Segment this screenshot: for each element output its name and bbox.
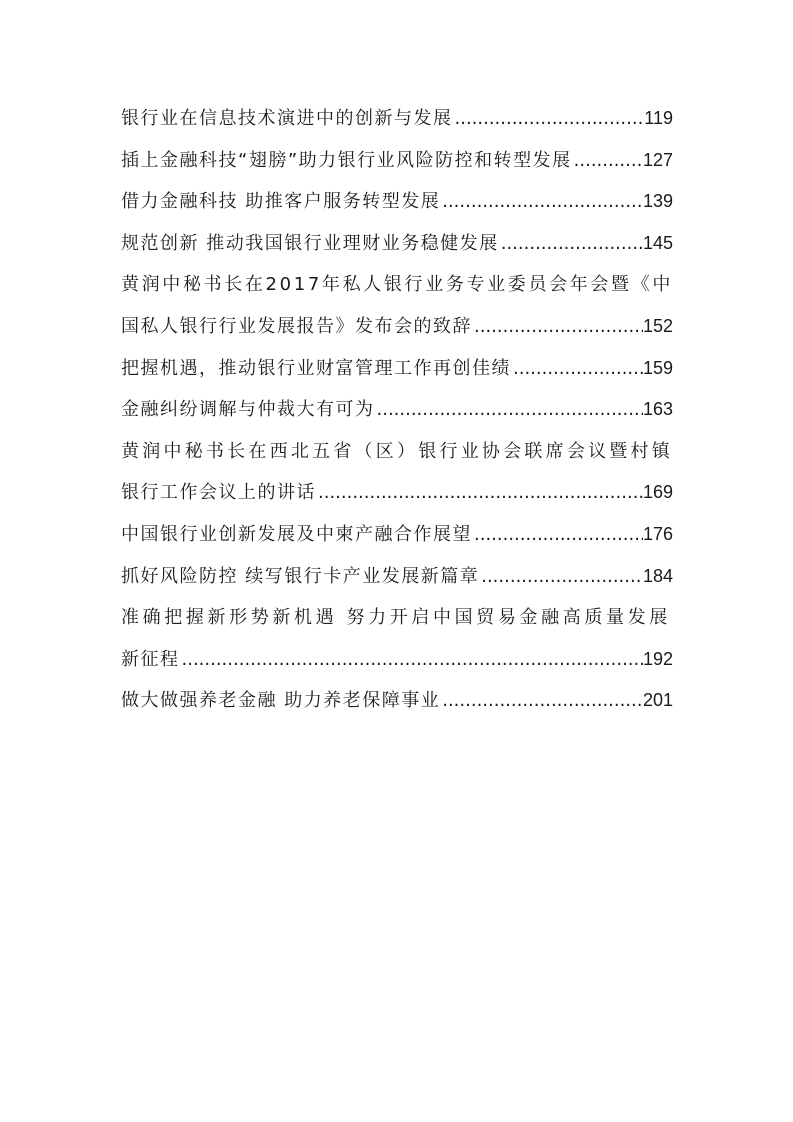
toc-page-number: 169	[642, 482, 673, 503]
toc-page-number: 192	[642, 648, 673, 669]
toc-entry-line	[121, 98, 673, 140]
toc-entry-title: 金融纠纷调解与仲裁大有可为	[121, 399, 375, 421]
toc-entry[interactable]	[121, 98, 673, 140]
dot-leader	[180, 639, 643, 681]
toc-page-number: 127	[642, 149, 673, 170]
toc-entry-title: 规范创新 推动我国银行业理财业务稳健发展	[121, 232, 499, 254]
toc-entry-title: 做大做强养老金融 助力养老保障事业	[121, 690, 441, 712]
toc-entry-line	[121, 639, 673, 681]
toc-entry-title: 银行业在信息技术演进中的创新与发展	[121, 108, 453, 129]
toc-entry-title: 中国银行业创新发展及中柬产融合作展望	[121, 523, 472, 545]
toc-entry-line	[121, 472, 673, 514]
toc-entry-line	[121, 514, 673, 556]
toc-entry[interactable]	[121, 556, 673, 598]
toc-entry-title: 把握机遇，推动银行业财富管理工作再创佳绩	[121, 357, 511, 379]
toc-entry-title: 准确把握新形势新机遇 努力开启中国贸易金融高质量发展	[121, 607, 671, 629]
toc-page-number: 119	[644, 108, 673, 128]
dot-leader	[453, 98, 645, 140]
toc-entry-title: 黄润中秘书长在2017年私人银行业务专业委员会年会暨《中	[121, 274, 673, 296]
dot-leader	[472, 514, 643, 556]
dot-leader	[479, 556, 643, 598]
dot-leader	[316, 472, 643, 514]
toc-entry-title: 国私人银行行业发展报告》发布会的致辞	[121, 315, 472, 337]
toc-entry-line	[121, 680, 673, 722]
toc-entry[interactable]	[121, 181, 673, 223]
toc-entry-line	[121, 306, 673, 348]
toc-entry[interactable]	[121, 264, 673, 347]
toc-entry-line	[121, 348, 673, 390]
toc-entry-title: 新征程	[121, 648, 180, 670]
dot-leader	[572, 140, 643, 182]
toc-entry-line	[121, 181, 673, 223]
dot-leader	[440, 680, 643, 722]
dot-leader	[440, 181, 643, 223]
toc-entry[interactable]	[121, 348, 673, 390]
toc-page-number: 176	[642, 523, 673, 544]
toc-entry-title: 银行工作会议上的讲话	[121, 482, 316, 504]
toc-entry-line	[121, 431, 673, 473]
toc-entry[interactable]	[121, 140, 673, 182]
dot-leader	[511, 348, 643, 390]
toc-entry-title: 黄润中秘书长在西北五省（区）银行业协会联席会议暨村镇	[121, 440, 673, 462]
toc-entry-line	[121, 389, 673, 431]
toc-page-number: 152	[642, 315, 673, 336]
toc-entry-line	[121, 140, 673, 182]
toc-page-number: 184	[642, 565, 673, 586]
toc-entry[interactable]	[121, 431, 673, 514]
toc-entry-line	[121, 597, 673, 639]
toc-entry[interactable]	[121, 389, 673, 431]
toc-entry[interactable]	[121, 223, 673, 265]
toc-page-number: 139	[642, 191, 673, 212]
table-of-contents	[121, 98, 673, 722]
dot-leader	[472, 306, 643, 348]
toc-entry-title: 抓好风险防控 续写银行卡产业发展新篇章	[121, 565, 480, 587]
toc-entry-title: 借力金融科技 助推客户服务转型发展	[121, 191, 441, 213]
toc-page-number: 163	[642, 399, 673, 420]
dot-leader	[499, 223, 643, 265]
toc-entry-line	[121, 556, 673, 598]
toc-entry[interactable]	[121, 680, 673, 722]
toc-page-number: 145	[642, 232, 673, 253]
toc-entry-title: 插上金融科技“翅膀”助力银行业风险防控和转型发展	[121, 149, 572, 171]
dot-leader	[375, 389, 643, 431]
toc-entry[interactable]	[121, 597, 673, 680]
toc-entry[interactable]	[121, 514, 673, 556]
toc-entry-line	[121, 264, 673, 306]
toc-entry-line	[121, 223, 673, 265]
toc-page-number: 201	[642, 690, 673, 711]
toc-page-number: 159	[642, 357, 673, 378]
